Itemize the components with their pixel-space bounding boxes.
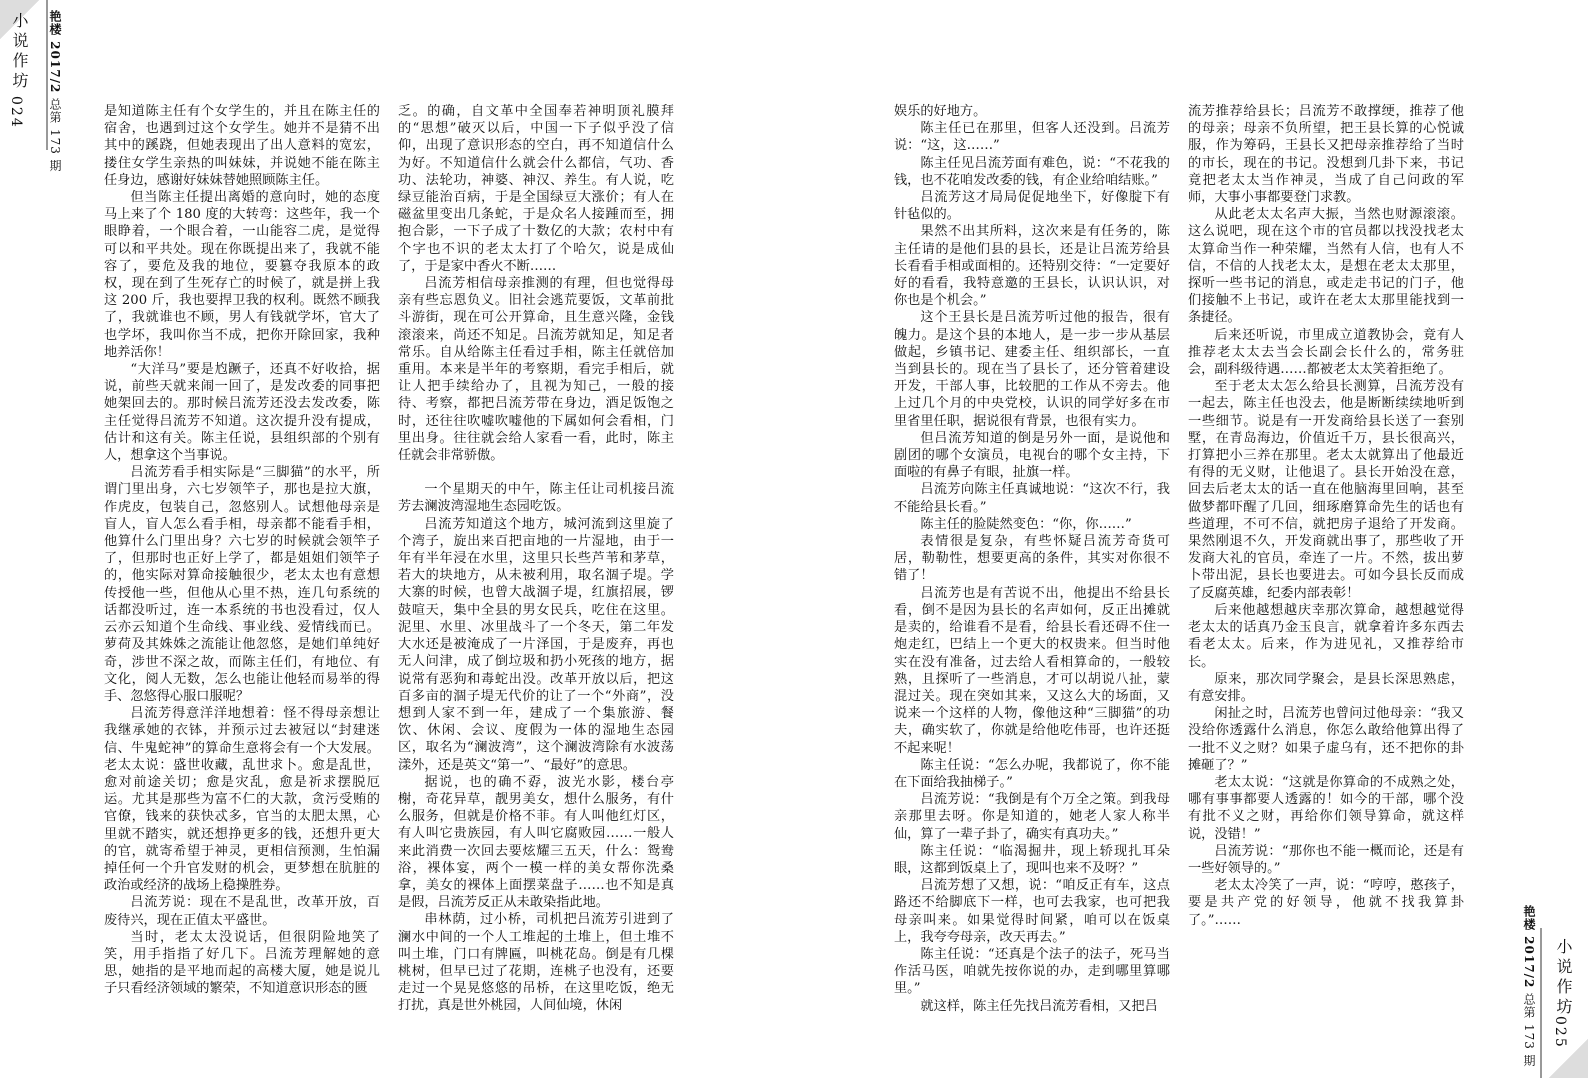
paragraph: 闲扯之时，吕流芳也曾问过他母亲：“我又没给你透露什么消息，你怎么敢给他算出得了一批不义之财？如果子虚乌有，还不把你的卦摊砸了？”	[1188, 706, 1464, 773]
paragraph: 串林荫，过小桥，司机把吕流芳引进到了澜水中间的一个人工堆起的土堆上，但土堆不叫土堆，门口有牌匾，叫桃花岛。倒是有几棵桃树，但早已过了花期，连桃子也没有，还要走过一个晃晃悠悠的吊桥，在这里吃饭，绝无打扰，真是世外桃园，人间仙境，休闲	[398, 912, 674, 1014]
left-section-title: 小说作坊	[10, 12, 29, 92]
paragraph: 娱乐的好地方。	[894, 104, 987, 119]
paragraph: 但吕流芳知道的倒是另外一面，是说他和剧团的哪个女演员，电视台的哪个女主持，下面啦的有鼻子有眼，扯旗一样。	[894, 430, 1170, 481]
paragraph: 吕流芳向陈主任真诚地说：“这次不行，我不能给县长看。”	[894, 482, 1170, 515]
paragraph: 后来他越想越庆幸那次算命，越想越觉得老太太的话真乃金玉良言，就拿着许多东西去看老太太。后来，作为进见礼，又推荐给市长。	[1188, 602, 1464, 670]
right-issue-info	[1521, 905, 1538, 1068]
paragraph: 吕流芳说：“那你也不能一概而论，还是有一些好领导的。”	[1188, 843, 1464, 876]
paragraph: 就这样，陈主任先找吕流芳看相，又把吕	[920, 998, 1158, 1014]
paragraph: 老太太冷笑了一声，说：“哼哼，憨孩子，要是共产党的好领导，他就不找我算卦了。”……	[1188, 878, 1464, 928]
paragraph: 吕流芳知道这个地方，城河流到这里旋了个湾子，旋出来百把亩地的一片湿地，由于一年有半年浸在水里，这里只长些芦苇和茅草，若大的块地方，从未被利用，取名涸子堤。学大寨的时候，也曾大战涸子堤，红旗招展，锣鼓喧天，集中全县的男女民兵，吃住在这里。泥里、水里、冰里战斗了一个冬天，第二年发大水还是被淹成了一片泽国，于是废弃，再也无人问津，成了倒垃圾和扔小死孩的地方，据说常有恶狗和毒蛇出没。改革开放以后，把这百多亩的涸子堤无代价的让了一个“外商”，没想到人家不到一年，建成了一个集旅游、餐饮、休闲、会议、度假为一体的湿地生态园区，取名为“澜波湾”，这个澜波湾除有水波荡漾外，还是英文“第一”、“最好”的意思。	[398, 516, 674, 773]
left-issue: 艳楼 2017/2	[48, 10, 62, 94]
paragraph: 陈主任的脸陡然变色：“你，你……”	[920, 516, 1132, 532]
right-section-tab	[1540, 928, 1588, 1078]
paragraph: 陈主任说：“临渴掘井，现上轿现扎耳朵眼，这都到饭桌上了，现叫也来不及呀？”	[894, 843, 1170, 876]
right-column-1	[894, 103, 1170, 1015]
left-issue-info	[48, 10, 62, 173]
left-column-1	[104, 103, 380, 998]
paragraph: 老太太说：“这就是你算命的不成熟之处，哪有事事都要人透露的！如今的干部，哪个没有批不义之财，再给你们领导算命，就这样说，没错！”	[1188, 774, 1464, 842]
right-total-issue: 总第 173 期	[1522, 993, 1536, 1068]
left-page-number: 024	[8, 96, 24, 129]
paragraph: 表情很是复杂，有些怀疑吕流芳奇货可居，勒勒性，想要更高的条件，其实对你很不错了！	[894, 534, 1170, 584]
paragraph: 但当陈主任提出离婚的意向时，她的态度马上来了个 180 度的大转弯：这些年，我一个眼睁着，一个眼合着，一山能容二虎，是觉得可以和平共处。现在你既提出来了，我就不能容了，要危及我的地位，要篡夺我原本的政权，现在到了生死存亡的时候了，就是拼上我这 200 斤，我也要捍卫我的权利。既然不顾我了，我就谁也不顾，男人有钱就学坏，官大了也学坏，我叫你当不成，把你开除回家，我种地养活你！	[104, 190, 380, 360]
paragraph: 乏。的确，自文革中全国奉若神明顶礼膜拜的“思想”破灭以后，中国一下子似乎没了信仰，出现了意识形态的空白，再不知道信什么为好。不知道信什么就会什么都信，气功、香功、法轮功，神婆、神汉、养生。有人说，吃绿豆能治百病，于是全国绿豆大涨价；有人在磁盆里变出几条蛇，于是众名人接踵而至，拥抱合影，一下子成了十数亿的大款；农村中有个字也不识的老太太打了个哈欠，说是成仙了，于是家中香火不断……	[398, 104, 674, 274]
paragraph: 当时，老太太没说话，但很阴险地笑了笑，用手指指了好几下。吕流芳理解她的意思，她指的是平地而起的高楼大厦，她是说儿子只看经济领域的繁荣，不知道意识形态的匮	[104, 929, 380, 997]
paragraph: 据说，也的确不孬，波光水影，楼台亭榭，奇花异草，靓男美女，想什么服务，有什么服务，但就是价格不菲。有人叫他红灯区，有人叫它贵族园，有人叫它腐败园……一般人来此消费一次回去要炫耀三五天，什么：鸳鸯浴，裸体宴，两个一模一样的美女帮你洗桑拿，美女的裸体上面摆菜盘子……也不知是真是假，吕流芳反正从未敢染指此地。	[398, 774, 674, 911]
paragraph: 吕流芳看手相实际是“三脚猫”的水平，所谓门里出身，六七岁领竿子，那也是拉大旗，作虎皮，包装自己，忽悠别人。试想他母亲是盲人，盲人怎么看手相，母亲都不能看手相，他算什么门里出身？六七岁的时候就会领竿子了，但那时也正好上学了，都是姐姐们领竿子的，他实际对算命接触很少，老太太也有意想传授他一些，但他从心里不热，连几句系统的话都没听过，连一本系统的书也没看过，仅人云亦云知道个生命线、事业线、爱情线而已。萝荷及其姝姝之流能让他忽悠，是她们单纯好奇，涉世不深之故，而陈主任们，有地位、有文化，阅人无数，怎么也能让他轻而易举的得手、忽悠得心服口服呢？	[104, 465, 380, 704]
right-section-title: 小说作坊	[1554, 938, 1573, 1018]
left-column-2	[398, 103, 674, 1015]
paragraph: 后来还听说，市里成立道教协会，竟有人推荐老太太去当会长副会长什么的，常务驻会，副科级待遇……都被老太太笑着拒绝了。	[1188, 327, 1464, 378]
right-page-number: 025	[1552, 1016, 1568, 1049]
paragraph: 从此老太太名声大振，当然也财源滚滚。这么说吧，现在这个市的官员都以找没找老太太算命当作一种荣耀，当然有人信，也有人不信，不信的人找老太太，是想在老太太那里，探听一些书记的消息，或走走书记的门子，他们接触不上书记，或许在老太太那里能找到一条捷径。	[1188, 207, 1464, 326]
paragraph: 吕流芳说：现在不是乱世，改革开放，百废待兴，现在正值太平盛世。	[104, 895, 380, 928]
paragraph: 陈主任说：“还真是个法子的法子，死马当作活马医，咱就先按你说的办，走到哪里算哪里。”	[894, 946, 1170, 997]
paragraph: 吕流芳说：“我倒是有个万全之策。到我母亲那里去呀。你是知道的，她老人家人称半仙，算了一辈子卦了，确实有真功夫。”	[894, 792, 1170, 842]
right-page	[794, 0, 1588, 1078]
paragraph: 吕流芳相信母亲推测的有理，但也觉得母亲有些忘恩负义。旧社会逃荒要饭，文革前批斗游街，现在可公开算命，且生意兴隆，金钱滚滚来，尚还不知足。吕流芳就知足，知足者常乐。自从给陈主任看过手相，陈主任就倍加重用。本来是半年的考察期，看完手相后，就让人把手续给办了，且视为知己，一般的接待、考察，都把吕流芳带在身边，酒足饭饱之时，还往往吹嘘吹嘘他的下属如何会看相，门里出身。往往就会给人家看一看，此时，陈主任就会非常骄傲。	[398, 276, 674, 464]
paragraph: 陈主任见吕流芳面有难色，说：“不花我的钱，也不花咱发改委的钱，有企业给咱结账。”	[894, 155, 1170, 188]
paragraph: 至于老太太怎么给县长测算，吕流芳没有一起去，陈主任也没去，他是断断续续地听到一些细节。说是有一开发商给县长送了一套别墅，在青岛海边，价值近千万，县长很高兴，打算把小三养在那里。老太太就算出了他最近有得的无义财，让他退了。县长开始没在意，回去后老太太的话一直在他脑海里回响，甚至做梦都吓醒了几回，细琢磨算命先生的话也有些道理，不可不信，就把房子退给了开发商。果然刚退不久，开发商就出事了，那些收了开发商大礼的官员，牵连了一片。不然，拔出萝卜带出泥，县长也要进去。可如今县长反而成了反腐英雄，纪委内部表彰！	[1188, 379, 1464, 601]
paragraph: 是知道陈主任有个女学生的，并且在陈主任的宿舍，也遇到过这个女学生。她并不是猜不出其中的蹊跷，但她表现出了出人意料的宽宏，搂住女学生亲热的叫妹妹，并说她不能在陈主任身边，感谢好妹妹替她照顾陈主任。	[104, 104, 380, 188]
paragraph: 吕流芳这才局局促促地坐下，好像腚下有针毡似的。	[894, 190, 1170, 223]
paragraph: 流芳推荐给县长；吕流芳不敢撑绠，推荐了他的母亲；母亲不负所望，把王县长算的心悦诚服，作为筹码，王县长又把母亲推荐给了当时的市长，现在的书记。没想到几卦下来，书记竟把老太太当作神灵，当成了自己问政的军师，大事小事都要登门求教。	[1188, 104, 1464, 206]
right-column-2	[1188, 103, 1464, 929]
paragraph: 吕流芳想了又想，说：“咱反正有车，这点路还不给脚底下一样，也可去我家，也可把我母亲叫来。如果觉得时间紧，咱可以在饭桌上，我夸夸母亲，改天再去。”	[894, 878, 1170, 945]
paragraph: 原来，那次同学聚会，是县长深思熟虑，有意安排。	[1188, 671, 1464, 704]
paragraph: 一个星期天的中午，陈主任让司机接吕流芳去澜波湾湿地生态园吃饭。	[398, 482, 674, 515]
left-total-issue: 总第 173 期	[48, 98, 62, 173]
paragraph: 吕流芳也是有苦说不出，他提出不给县长看，倒不是因为县长的名声如何，反正出摊就是卖的，给谁看不是看，给县长看还碍不住一炮走红，巴结上一个更大的权贵来。但当时他实在没有准备，过去给人看相算命的，一般较熟，且探听了一些消息，才可以胡说八扯，蒙混过关。现在突如其来，又这么大的场面，又说来一个这样的人物，像他这种“三脚猫”的功夫，确实软了，你就是给他吃伟哥，也许还挺不起来呢！	[894, 585, 1170, 756]
paragraph: 吕流芳得意洋洋地想着：怪不得母亲想让我继承她的衣钵，并预示过去被冠以“封建迷信、牛鬼蛇神”的算命生意将会有一个大发展。老太太说：盛世收藏，乱世求卜。愈是乱世，愈对前途关切；愈是灾乱，愈是祈求摆脱厄运。尤其是那些为富不仁的大款，贪污受贿的官僚，钱来的获快忒多，官当的太肥太黑，心里就不踏实，就还想挣更多的钱，还想升更大的官，就寄希望于神灵，更相信预测，生怕漏掉任何一个升官发财的机会，更梦想在肮脏的政治或经济的战场上稳操胜券。	[104, 706, 380, 894]
paragraph: 这个王县长是吕流芳听过他的报告，很有魄力。是这个县的本地人，是一步一步从基层做起，乡镇书记、建委主任、组织部长，一直当到县长的。现在当了县长了，还分管着建设开发，干部人事，比较肥的工作从不旁去。他上过几个月的中央党校，认识的同学好多在市里省里任职，据说很有背景，也很有实力。	[894, 310, 1170, 429]
right-issue: 艳楼 2017/2	[1522, 905, 1536, 989]
left-section-tab	[0, 0, 48, 150]
paragraph: 果然不出其所料，这次来是有任务的，陈主任请的是他们县的县长，还是让吕流芳给县长看看手相或面相的。还特别交待：“一定要好好的看看，我特意邀的王县长，认识认识，对你也是个机会。”	[894, 224, 1170, 309]
paragraph: 陈主任说：“怎么办呢，我都说了，你不能在下面给我抽梯子。”	[894, 757, 1170, 790]
paragraph: 陈主任已在那里，但客人还没到。吕流芳说：“这，这……”	[894, 121, 1170, 154]
paragraph: “大洋马”要是尥蹶子，还真不好收拾，据说，前些天就来闹一回了，是发改委的同事把她架回去的。那时候吕流芳还没去发改委，陈主任觉得吕流芳不知道。这次提升没有提成，估计和这有关。陈主任说，县组织部的个别有人，想拿这个当事说。	[104, 362, 380, 464]
